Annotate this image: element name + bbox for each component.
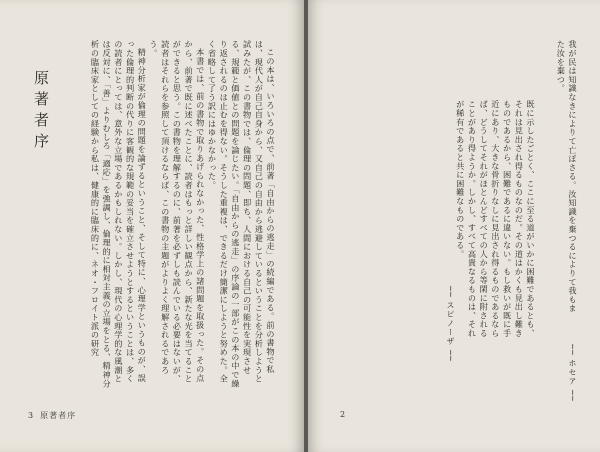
preface-paragraph-1: この本は、いろいろの点で、前著「自由からの逃走」の続編である。前の書物で私は、現代人が自己自身から、又自己の自由から逃避しているということを分析しようと試みたが、この書物では、倫理の問題、即ち、人間における自己の可能性を実現させる、規範と価値との問題を論じたい。「自由からの逃走」の序論の一部がこの本の中で繰り返されるのは止むを得ない。そうした重複は、できるだけ簡潔にしようと努めた。全く省略して了う訳にはゆかなかった。 [207,40,276,388]
right-page [308,0,600,452]
epigraph-spinoza-attribution: ── スピノーザ ── [446,286,455,362]
right-page-number: 2 [340,410,346,419]
preface-paragraph-3: 精神分析家が倫理の問題を論ずるということ、そして特に、心理学というものが、誤った倫理的判断の代りに客観的な規範の妥当を確立させようとするということは、多くの読者にとっては、意外な立場であるかもしれない。しかし、現代の心理学的な風潮とは反対に、「善」よりむしろ「適応」を強調し、倫理的に相対主義の立場をとる、精神分析の臨床家としての経験から私は、健康的に臨床的に、ネオ・フロイト派の研究 [90,40,148,388]
epigraph-spinoza: 既に示したごとく、ここに至る道がいかに困難であるとも、それは見出され得るものなのだ。その道はかくも見出し難きものであるから、困難であるに違いない。もし救いが既に手近にあり、大きな骨折りなしに見出され得るものであるならば、どうしてそれがほとんどすべての人から等閑に附されることがあり得ようか。しかし、すべて高貴なるものは、それが稀有であると共に困難なものである。 [455,100,536,338]
preface-body [71,40,276,388]
left-folio [28,410,76,421]
page-title: 原著者序 [32,70,50,154]
epigraph-hosea-attribution: ── ホセア ── [568,344,577,402]
left-page-number: 3 [28,411,35,420]
running-head: 原著者序 [40,411,77,420]
epigraph-hosea: 我が民は知識なきによりて亡ぼさる。汝知識を棄つるによりて我もまた汝を棄つ。 [556,40,578,313]
preface-paragraph-2: 本書では、前の書物で取りあげられなかった、性格学上の諸問題を取扱った。その点から、前著で既に述べたことに、読者はもっと詳しい観点から、新たな光を当てることができると思う。この書物を理解するのに、前著を必ずしも読んでいる必要はないが、読者はそれらを参照して頂けるならば、この書物の主題がよりよく理解されるであろう。 [148,40,206,384]
